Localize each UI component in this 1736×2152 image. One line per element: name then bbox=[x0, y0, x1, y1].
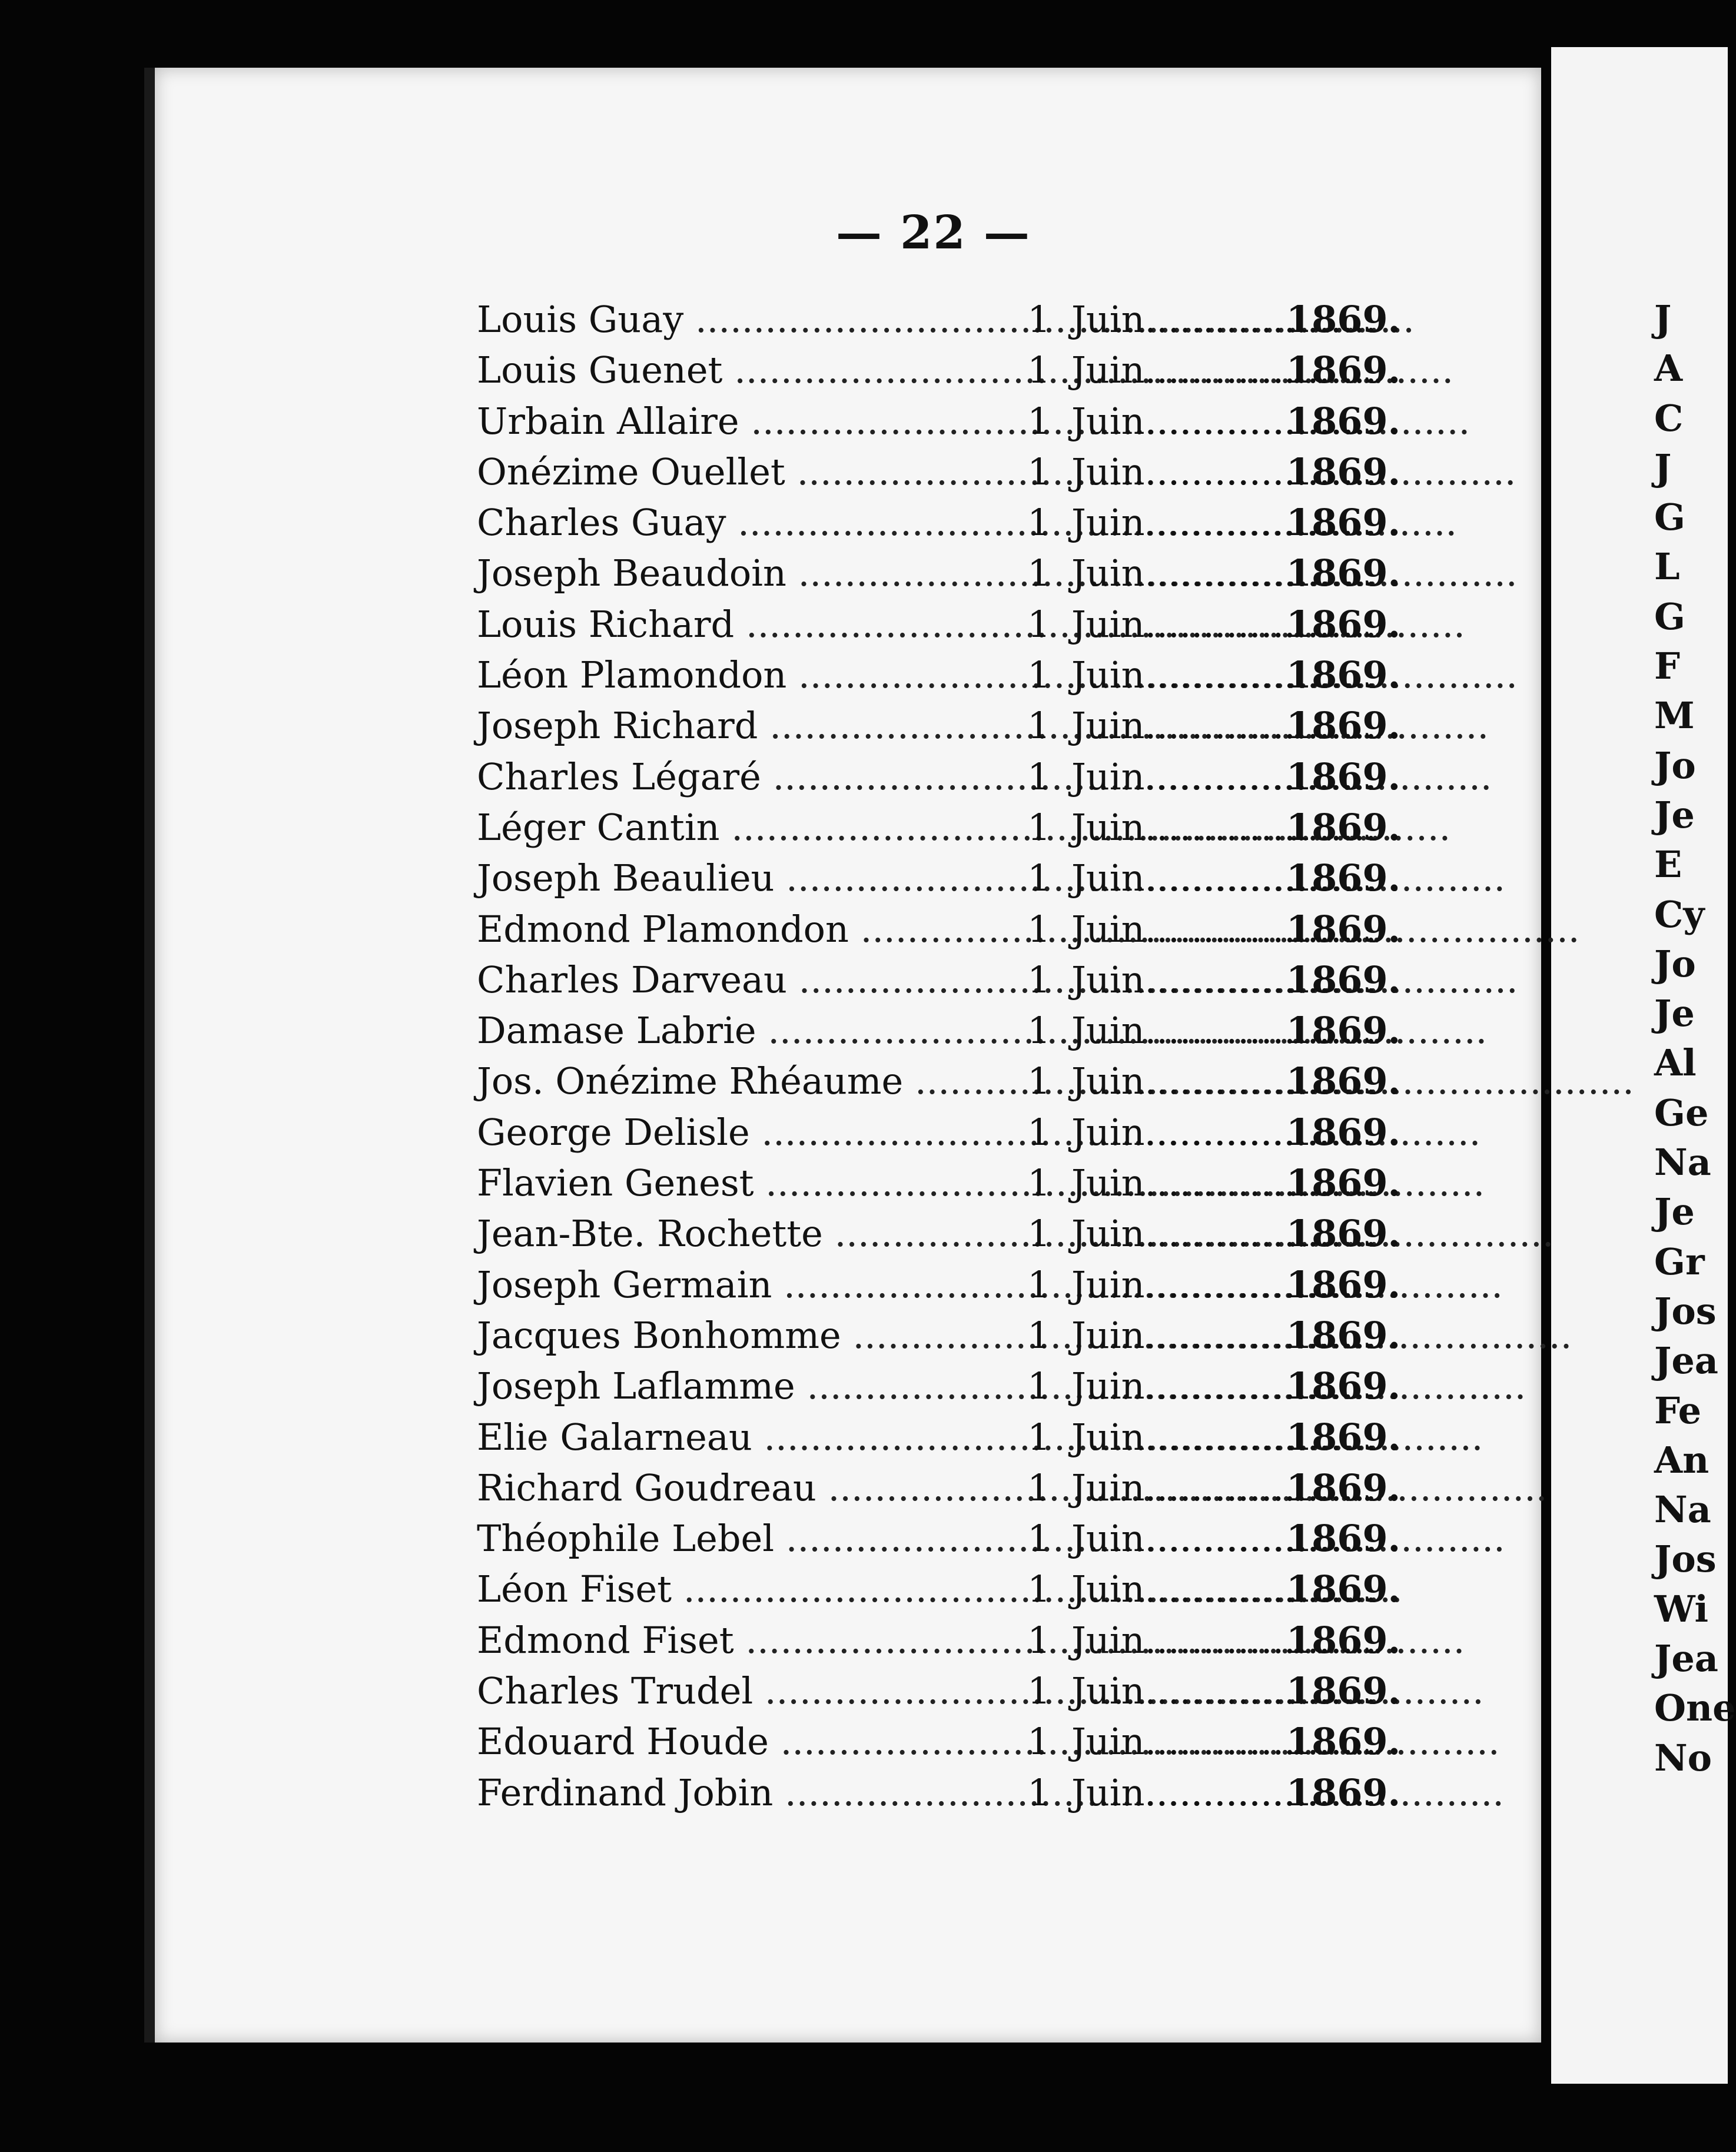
list-item bbox=[477, 1260, 1401, 1310]
entry-day: 1 bbox=[1027, 1009, 1051, 1052]
entry-day: 1 bbox=[1027, 1720, 1051, 1764]
entry-day: 1 bbox=[1027, 907, 1051, 951]
entry-name: Damase Labrie ..... bbox=[477, 1005, 1007, 1056]
entry-year: 1869. bbox=[1286, 958, 1401, 1001]
entry-name: Joseph Beaulieu ..... bbox=[477, 853, 1007, 904]
entry-month: Juin ..... bbox=[1071, 904, 1266, 955]
entry-year: 1869. bbox=[1286, 805, 1401, 849]
entry-day: 1 bbox=[1027, 1263, 1051, 1306]
list-item bbox=[477, 447, 1401, 497]
list-item bbox=[477, 1666, 1401, 1716]
right-page-line: Je bbox=[1654, 793, 1695, 836]
right-page-line: A bbox=[1654, 347, 1683, 390]
entry-day: 1 bbox=[1027, 1466, 1051, 1509]
entry-year: 1869. bbox=[1286, 298, 1401, 341]
entry-name: Joseph Germain ..... bbox=[477, 1260, 1007, 1310]
entry-month: Juin ..... bbox=[1071, 700, 1266, 751]
entry-month: Juin ..... bbox=[1071, 1768, 1266, 1818]
list-item bbox=[477, 1005, 1401, 1056]
right-page-line: L bbox=[1654, 545, 1680, 589]
entry-day: 1 bbox=[1027, 1313, 1051, 1357]
entry-day: 1 bbox=[1027, 1060, 1051, 1103]
entry-day: 1 bbox=[1027, 501, 1051, 544]
list-item bbox=[477, 1564, 1401, 1615]
right-page-line: F bbox=[1654, 645, 1681, 688]
entry-name: Edmond Fiset ..... bbox=[477, 1615, 1007, 1666]
right-page-line: No bbox=[1654, 1736, 1712, 1779]
list-item bbox=[477, 1107, 1401, 1158]
entry-name: Edmond Plamondon ..... bbox=[477, 904, 1007, 955]
entry-day: 1 bbox=[1027, 1364, 1051, 1408]
right-page-line: J bbox=[1654, 297, 1672, 340]
entry-day: 1 bbox=[1027, 653, 1051, 697]
entry-name: Urbain Allaire ..... bbox=[477, 396, 1007, 447]
member-list bbox=[477, 294, 1401, 1818]
entry-year: 1869. bbox=[1286, 1110, 1401, 1154]
entry-year: 1869. bbox=[1286, 450, 1401, 493]
entry-year: 1869. bbox=[1286, 1669, 1401, 1713]
entry-year: 1869. bbox=[1286, 348, 1401, 392]
entry-month: Juin ..... bbox=[1071, 345, 1266, 396]
entry-name: Théophile Lebel ..... bbox=[477, 1513, 1007, 1564]
entry-name: Onézime Ouellet ..... bbox=[477, 447, 1007, 497]
entry-month: Juin ..... bbox=[1071, 955, 1266, 1005]
right-page-line: Jos bbox=[1654, 1289, 1717, 1333]
list-item bbox=[477, 1056, 1401, 1107]
entry-month: Juin ..... bbox=[1071, 1310, 1266, 1361]
entry-month: Juin ..... bbox=[1071, 1107, 1266, 1158]
list-item bbox=[477, 1310, 1401, 1361]
entry-month: Juin ..... bbox=[1071, 1208, 1266, 1259]
list-item bbox=[477, 294, 1401, 345]
right-page-line: Je bbox=[1654, 992, 1695, 1035]
list-item bbox=[477, 396, 1401, 447]
entry-name: Jacques Bonhomme ..... bbox=[477, 1310, 1007, 1361]
entry-month: Juin ..... bbox=[1071, 1513, 1266, 1564]
list-item bbox=[477, 548, 1401, 599]
list-item bbox=[477, 752, 1401, 802]
entry-name: Charles Darveau ..... bbox=[477, 955, 1007, 1005]
entry-year: 1869. bbox=[1286, 1517, 1401, 1560]
entry-month: Juin ..... bbox=[1071, 1260, 1266, 1310]
right-page-line: Al bbox=[1654, 1041, 1697, 1085]
list-item bbox=[477, 599, 1401, 650]
entry-month: Juin ..... bbox=[1071, 1158, 1266, 1208]
entry-month: Juin ..... bbox=[1071, 396, 1266, 447]
entry-year: 1869. bbox=[1286, 1415, 1401, 1459]
entry-year: 1869. bbox=[1286, 602, 1401, 646]
right-page-line: Gr bbox=[1654, 1240, 1705, 1283]
entry-name: Charles Guay ..... bbox=[477, 497, 1007, 548]
right-page-line: Wi bbox=[1654, 1587, 1709, 1630]
entry-month: Juin ..... bbox=[1071, 599, 1266, 650]
entry-day: 1 bbox=[1027, 1161, 1051, 1205]
entry-day: 1 bbox=[1027, 298, 1051, 341]
list-item bbox=[477, 1768, 1401, 1818]
list-item bbox=[477, 700, 1401, 751]
entry-name: Elie Galarneau ..... bbox=[477, 1412, 1007, 1463]
entry-year: 1869. bbox=[1286, 704, 1401, 748]
entry-name: Jean-Bte. Rochette ..... bbox=[477, 1208, 1007, 1259]
list-item bbox=[477, 1513, 1401, 1564]
right-page-line: Na bbox=[1654, 1488, 1711, 1532]
entry-year: 1869. bbox=[1286, 1263, 1401, 1306]
entry-name: Richard Goudreau ..... bbox=[477, 1463, 1007, 1513]
entry-name: Joseph Richard ..... bbox=[477, 700, 1007, 751]
entry-name: Léon Fiset ..... bbox=[477, 1564, 1007, 1615]
entry-year: 1869. bbox=[1286, 1618, 1401, 1662]
entry-day: 1 bbox=[1027, 805, 1051, 849]
entry-year: 1869. bbox=[1286, 1466, 1401, 1509]
entry-year: 1869. bbox=[1286, 653, 1401, 697]
entry-day: 1 bbox=[1027, 1669, 1051, 1713]
entry-year: 1869. bbox=[1286, 1009, 1401, 1052]
list-item bbox=[477, 1716, 1401, 1767]
entry-year: 1869. bbox=[1286, 1161, 1401, 1205]
list-item bbox=[477, 802, 1401, 853]
entry-name: Joseph Beaudoin ..... bbox=[477, 548, 1007, 599]
right-page-line: Jea bbox=[1654, 1637, 1718, 1681]
entry-name: Ferdinand Jobin ..... bbox=[477, 1768, 1007, 1818]
right-page-line: Na bbox=[1654, 1141, 1711, 1184]
entry-year: 1869. bbox=[1286, 907, 1401, 951]
entry-day: 1 bbox=[1027, 552, 1051, 595]
entry-month: Juin ..... bbox=[1071, 1056, 1266, 1107]
entry-name: Léger Cantin ..... bbox=[477, 802, 1007, 853]
right-page-line: Jo bbox=[1654, 942, 1696, 985]
entry-month: Juin ..... bbox=[1071, 1666, 1266, 1716]
entry-month: Juin ..... bbox=[1071, 650, 1266, 700]
entry-year: 1869. bbox=[1286, 755, 1401, 798]
entry-month: Juin ..... bbox=[1071, 1615, 1266, 1666]
right-page-fragments bbox=[1654, 294, 1736, 1783]
entry-day: 1 bbox=[1027, 1517, 1051, 1560]
entry-day: 1 bbox=[1027, 450, 1051, 493]
entry-year: 1869. bbox=[1286, 1212, 1401, 1256]
entry-year: 1869. bbox=[1286, 501, 1401, 544]
entry-name: Charles Trudel ..... bbox=[477, 1666, 1007, 1716]
entry-year: 1869. bbox=[1286, 1313, 1401, 1357]
entry-year: 1869. bbox=[1286, 1720, 1401, 1764]
entry-name: Joseph Laflamme ..... bbox=[477, 1361, 1007, 1412]
entry-day: 1 bbox=[1027, 1771, 1051, 1814]
entry-year: 1869. bbox=[1286, 399, 1401, 443]
list-item bbox=[477, 345, 1401, 396]
entry-day: 1 bbox=[1027, 1567, 1051, 1611]
right-page-line: Ge bbox=[1654, 1091, 1709, 1134]
list-item bbox=[477, 497, 1401, 548]
entry-month: Juin ..... bbox=[1071, 1564, 1266, 1615]
page-number: — 22 — bbox=[836, 206, 1031, 260]
entry-month: Juin ..... bbox=[1071, 294, 1266, 345]
right-page-line: Jos bbox=[1654, 1537, 1717, 1581]
entry-name: Louis Guay ..... bbox=[477, 294, 1007, 345]
entry-name: Léon Plamondon ..... bbox=[477, 650, 1007, 700]
entry-day: 1 bbox=[1027, 958, 1051, 1001]
entry-day: 1 bbox=[1027, 602, 1051, 646]
right-page-line: Cy bbox=[1654, 892, 1705, 936]
right-page-line: An bbox=[1654, 1438, 1710, 1482]
right-page-line: E bbox=[1654, 843, 1682, 886]
right-page-line: M bbox=[1654, 694, 1695, 738]
entry-name: Jos. Onézime Rhéaume ..... bbox=[477, 1056, 1007, 1107]
entry-month: Juin ..... bbox=[1071, 1005, 1266, 1056]
entry-year: 1869. bbox=[1286, 1567, 1401, 1611]
right-page-line: J bbox=[1654, 446, 1672, 489]
entry-day: 1 bbox=[1027, 856, 1051, 900]
list-item bbox=[477, 650, 1401, 700]
entry-month: Juin ..... bbox=[1071, 853, 1266, 904]
entry-day: 1 bbox=[1027, 348, 1051, 392]
entry-year: 1869. bbox=[1286, 1771, 1401, 1814]
list-item bbox=[477, 1361, 1401, 1412]
entry-month: Juin ..... bbox=[1071, 1361, 1266, 1412]
entry-month: Juin ..... bbox=[1071, 1463, 1266, 1513]
right-page-line: G bbox=[1654, 595, 1685, 638]
entry-day: 1 bbox=[1027, 399, 1051, 443]
entry-month: Juin ..... bbox=[1071, 1716, 1266, 1767]
entry-day: 1 bbox=[1027, 1415, 1051, 1459]
entry-month: Juin ..... bbox=[1071, 497, 1266, 548]
entry-month: Juin ..... bbox=[1071, 752, 1266, 802]
entry-name: Louis Richard ..... bbox=[477, 599, 1007, 650]
entry-month: Juin ..... bbox=[1071, 802, 1266, 853]
entry-name: Louis Guenet ..... bbox=[477, 345, 1007, 396]
entry-day: 1 bbox=[1027, 1110, 1051, 1154]
entry-year: 1869. bbox=[1286, 1060, 1401, 1103]
entry-day: 1 bbox=[1027, 755, 1051, 798]
right-page-line: Jea bbox=[1654, 1339, 1718, 1383]
entry-day: 1 bbox=[1027, 704, 1051, 748]
list-item bbox=[477, 904, 1401, 955]
right-page-line: Fe bbox=[1654, 1389, 1702, 1432]
right-page-line: Je bbox=[1654, 1190, 1695, 1234]
list-item bbox=[477, 1463, 1401, 1513]
list-item bbox=[477, 1412, 1401, 1463]
entry-name: Flavien Genest ..... bbox=[477, 1158, 1007, 1208]
list-item bbox=[477, 1208, 1401, 1259]
entry-month: Juin ..... bbox=[1071, 1412, 1266, 1463]
entry-month: Juin ..... bbox=[1071, 447, 1266, 497]
entry-day: 1 bbox=[1027, 1618, 1051, 1662]
entry-day: 1 bbox=[1027, 1212, 1051, 1256]
list-item bbox=[477, 853, 1401, 904]
entry-year: 1869. bbox=[1286, 552, 1401, 595]
list-item bbox=[477, 955, 1401, 1005]
entry-name: Edouard Houde ..... bbox=[477, 1716, 1007, 1767]
entry-year: 1869. bbox=[1286, 1364, 1401, 1408]
entry-year: 1869. bbox=[1286, 856, 1401, 900]
entry-month: Juin ..... bbox=[1071, 548, 1266, 599]
entry-name: George Delisle ..... bbox=[477, 1107, 1007, 1158]
right-page-line: Jo bbox=[1654, 743, 1696, 787]
right-page-line: C bbox=[1654, 396, 1684, 440]
entry-name: Charles Légaré ..... bbox=[477, 752, 1007, 802]
list-item bbox=[477, 1158, 1401, 1208]
right-page-line: G bbox=[1654, 496, 1685, 539]
list-item bbox=[477, 1615, 1401, 1666]
right-page-line: One bbox=[1654, 1686, 1736, 1730]
